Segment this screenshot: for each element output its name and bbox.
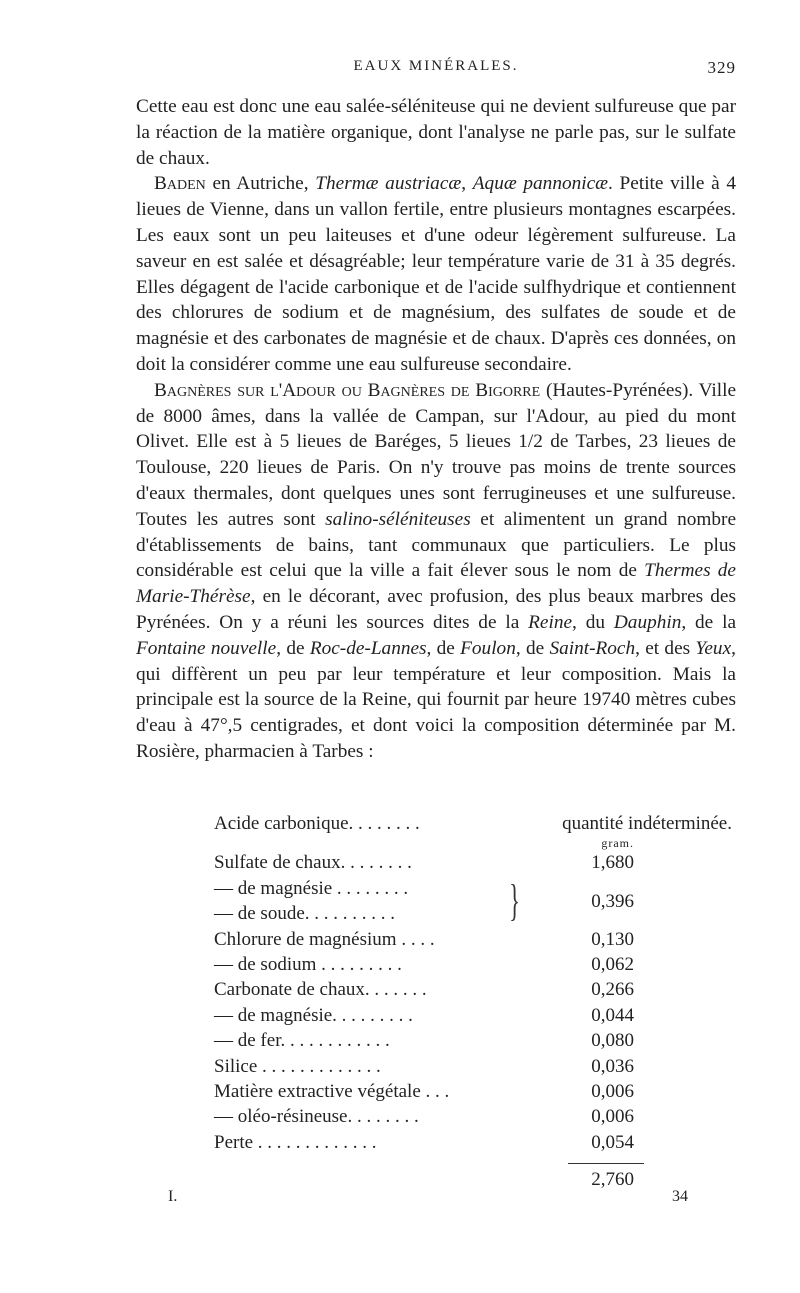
table-row	[214, 977, 744, 1002]
page-number: 329	[707, 58, 736, 77]
row-value: 0,130	[591, 928, 634, 950]
group-value: 0,396	[591, 890, 634, 912]
total-rule-row	[214, 1155, 744, 1167]
row-label: Sulfate de chaux. . . . . . . .	[214, 852, 412, 874]
row-value: 0,006	[591, 1106, 634, 1128]
row-label: Silice . . . . . . . . . . . . .	[214, 1055, 381, 1077]
row-value: 0,044	[591, 1004, 634, 1026]
entry-name-baden: Baden	[154, 173, 206, 195]
row-value: 0,036	[591, 1055, 634, 1077]
table-row	[214, 1054, 744, 1079]
row-value: 0,006	[591, 1080, 634, 1102]
table-row	[214, 1130, 744, 1155]
paragraph-bagneres: Bagnères sur l'Adour ou Bagnères de Bigorre (Hautes-Pyrénées). Ville de 8000 âmes, dans la vallée de Campan, sur l'Adour, au pied du mont Olivet. Elle est à 5 lieues de Baréges, 5 lieues 1/2 de Tarbes, 23 lieues de Toulouse, 220 lieues de Paris. On n'y trouve pas moins de trente sources d'eaux thermales, dont quelques unes sont ferrugineuses et une sulfureuse. Toutes les autres sont salino-séléniteuses et alimentent un grand nombre d'établissements de bains, tant communaux que particuliers. Le plus considérable est celui que la ville a fait élever sous le nom de Thermes de Marie-Thérèse, en le décorant, avec profusion, des plus beaux marbres des Pyrénées. On y a réuni les sources dites de la Reine, du Dauphin, de la Fontaine nouvelle, de Roc-de-Lannes, de Foulon, de Saint-Roch, et des Yeux, qui diffèrent un peu par leur température et leur composition. Mais la principale est la source de la Reine, qui fournit par heure 19740 mètres cubes d'eau à 47°,5 centigrades, et dont voici la composition déterminée par M. Rosière, pharmacien à Tarbes :	[136, 379, 737, 762]
table-row: — de soude. . . . . . . . . .	[214, 903, 396, 925]
signature-mark: I.	[168, 1188, 178, 1205]
row-value: quantité indéterminée.	[562, 813, 732, 834]
row-label: — de magnésie. . . . . . . . .	[214, 1004, 413, 1026]
sheet-number: 34	[672, 1188, 688, 1205]
total-value: 2,760	[591, 1169, 634, 1191]
unit-row	[214, 836, 744, 850]
row-value: 0,266	[591, 979, 634, 1001]
table-row	[214, 1104, 744, 1129]
paragraph-1: Cette eau est donc une eau salée-séléniteuse qui ne devient sulfureuse que par la réaction de la matière organique, dont l'analyse ne parle pas, sur le sulfate de chaux.	[136, 96, 736, 169]
unit-label: gram.	[601, 836, 634, 851]
row-label: — oléo-résineuse. . . . . . . .	[214, 1106, 419, 1128]
composition-table	[214, 811, 744, 1192]
grouped-rows	[214, 876, 744, 927]
entry-name-bagneres: Bagnères sur l'Adour ou Bagnères de Bigorre	[154, 379, 541, 401]
brace-icon: }	[509, 875, 520, 925]
row-value: 0,080	[591, 1030, 634, 1052]
running-title: EAUX MINÉRALES.	[353, 58, 519, 74]
table-row	[214, 927, 744, 952]
table-row	[214, 811, 744, 836]
row-label: Acide carbonique. . . . . . . .	[214, 813, 420, 834]
table-row	[214, 952, 744, 977]
body-text	[136, 94, 736, 765]
row-label: Matière extractive végétale . . .	[214, 1080, 450, 1102]
row-label: Chlorure de magnésium . . . .	[214, 928, 435, 950]
page-footer	[168, 1188, 688, 1212]
running-header	[136, 58, 736, 86]
paragraph-baden: Baden en Autriche, Thermæ austriacæ, Aquæ pannonicæ. Petite ville à 4 lieues de Vienne, dans un vallon fertile, entre plusieurs montagnes escarpées. Les eaux sont un peu laiteuses et d'une odeur légèrement sulfureuse. La saveur en est salée et désagréable; leur température varie de 31 à 35 degrés. Elles dégagent de l'acide carbonique et de l'acide sulfhydrique et contiennent des chlorures de sodium et de magnésium, des sulfates de soude et de magnésie et des carbonates de magnésie et de chaux. D'après ces données, on doit la considérer comme une eau sulfureuse secondaire.	[136, 173, 737, 375]
table-row	[214, 1028, 744, 1053]
row-value: 0,054	[591, 1131, 634, 1153]
row-value: 0,062	[591, 953, 634, 975]
total-rule	[568, 1163, 644, 1164]
row-value: 1,680	[591, 852, 634, 874]
row-label: Perte . . . . . . . . . . . . .	[214, 1131, 377, 1153]
row-label: — de fer. . . . . . . . . . . .	[214, 1030, 390, 1052]
table-row	[214, 850, 744, 875]
table-row: — de magnésie . . . . . . . .	[214, 877, 409, 899]
row-label: Carbonate de chaux. . . . . . .	[214, 979, 427, 1001]
row-label: — de sodium . . . . . . . . .	[214, 953, 402, 975]
table-row	[214, 1079, 744, 1104]
table-row	[214, 1003, 744, 1028]
